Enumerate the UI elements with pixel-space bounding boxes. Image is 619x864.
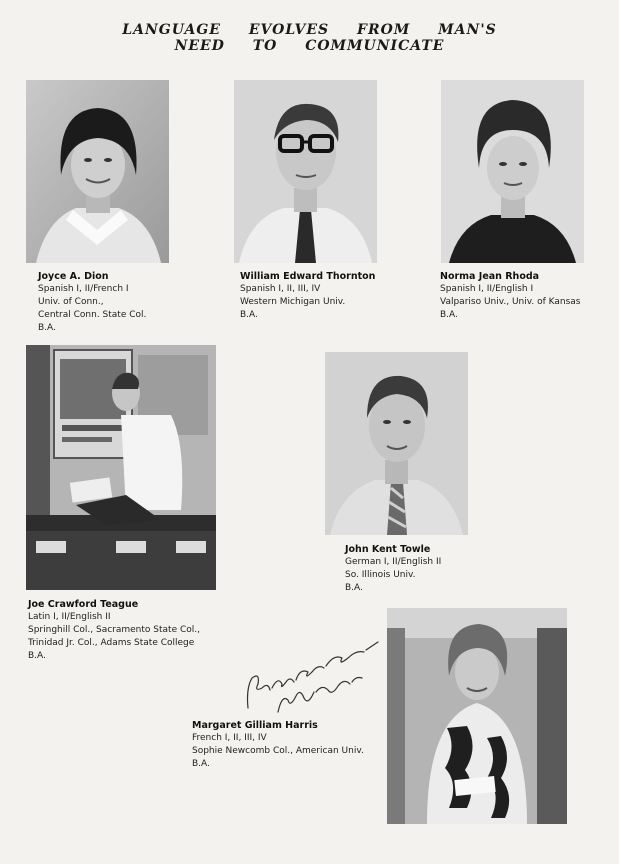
staff-detail: B.A. <box>192 759 210 769</box>
staff-detail: Latin I, II/English II <box>28 612 111 622</box>
caption-towle <box>345 543 441 595</box>
caption-harris <box>192 719 364 771</box>
staff-name: Joyce A. Dion <box>38 271 109 282</box>
staff-detail: B.A. <box>240 310 258 320</box>
staff-detail: So. Illinois Univ. <box>345 570 416 580</box>
staff-detail: Sophie Newcomb Col., American Univ. <box>192 746 364 756</box>
title-line-2: NEED TO COMMUNICATE <box>174 38 445 54</box>
staff-detail: Spanish I, II, III, IV <box>240 284 321 294</box>
staff-detail: B.A. <box>345 583 363 593</box>
photo-harris <box>387 608 567 824</box>
portrait-photo-rhoda <box>441 80 584 263</box>
caption-teague <box>28 598 200 663</box>
staff-name: Norma Jean Rhoda <box>440 271 540 282</box>
staff-detail: Valpariso Univ., Univ. of Kansas <box>440 297 581 307</box>
page-title <box>0 22 619 54</box>
staff-detail: B.A. <box>38 323 56 333</box>
staff-name: Margaret Gilliam Harris <box>192 720 318 731</box>
caption-thornton <box>240 270 375 322</box>
title-line-1: LANGUAGE EVOLVES FROM MAN'S <box>122 22 497 38</box>
staff-detail: Spanish I, II/English I <box>440 284 534 294</box>
staff-detail: Central Conn. State Col. <box>38 310 147 320</box>
staff-detail: Univ. of Conn., <box>38 297 104 307</box>
staff-detail: Western Michigan Univ. <box>240 297 346 307</box>
staff-detail: German I, II/English II <box>345 557 442 567</box>
staff-detail: B.A. <box>440 310 458 320</box>
caption-dion <box>38 270 146 335</box>
caption-rhoda <box>440 270 581 322</box>
staff-name: John Kent Towle <box>345 544 431 555</box>
staff-name: Joe Crawford Teague <box>28 599 139 610</box>
staff-detail: B.A. <box>28 651 46 661</box>
handwritten-signature <box>238 628 388 718</box>
portrait-photo-thornton <box>234 80 377 263</box>
classroom-photo-teague <box>26 345 216 590</box>
portrait-photo-dion <box>26 80 169 263</box>
staff-detail: Spanish I, II/French I <box>38 284 129 294</box>
portrait-photo-towle <box>325 352 468 535</box>
staff-detail: Trinidad Jr. Col., Adams State College <box>28 638 195 648</box>
staff-detail: Springhill Col., Sacramento State Col., <box>28 625 200 635</box>
staff-detail: French I, II, III, IV <box>192 733 267 743</box>
staff-name: William Edward Thornton <box>240 271 376 282</box>
